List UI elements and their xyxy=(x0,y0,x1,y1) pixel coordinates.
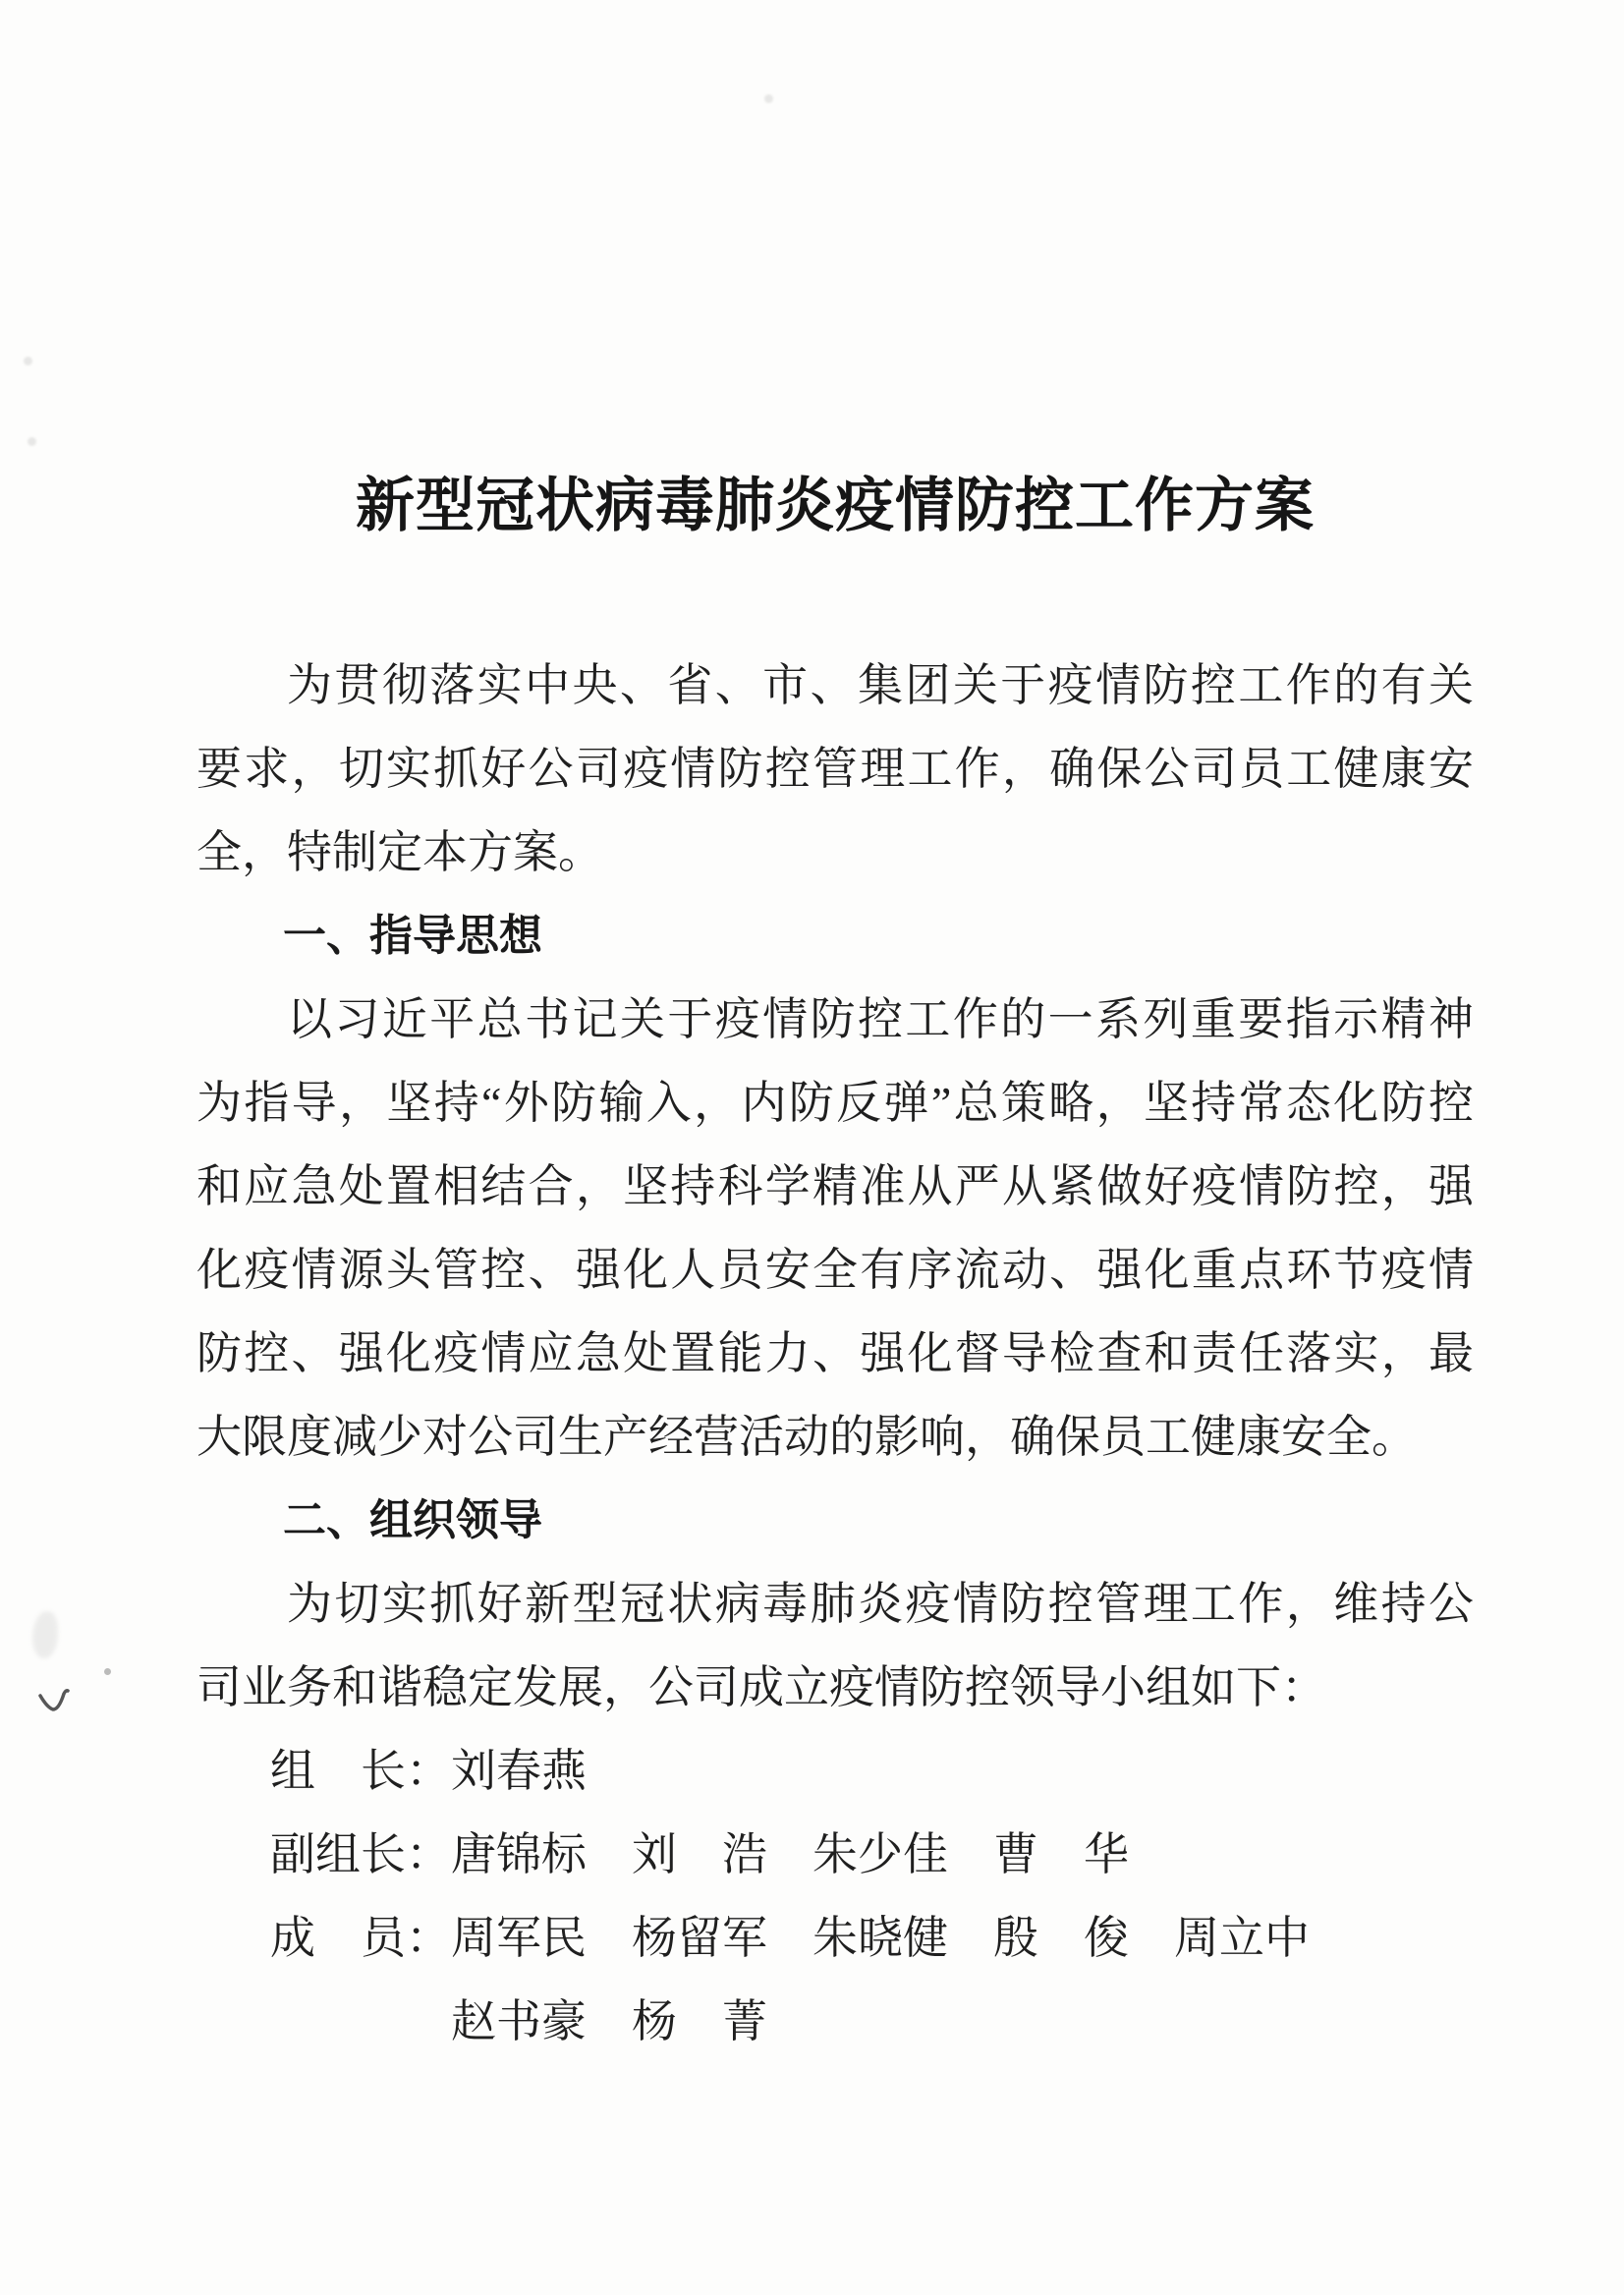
leadership-names: 唐锦标 刘 浩 朱少佳 曹 华 xyxy=(451,1829,1129,1879)
leadership-role-label: 成 员： xyxy=(270,1913,451,1963)
leadership-names: 周军民 杨留军 朱晓健 殷 俊 周立中 xyxy=(451,1913,1310,1963)
leadership-row xyxy=(196,1813,1474,1896)
scan-mark xyxy=(37,1682,71,1715)
scan-smudge xyxy=(32,1611,58,1658)
scan-artifact xyxy=(764,94,773,103)
leadership-list xyxy=(196,1729,1474,2063)
leadership-names: 刘春燕 xyxy=(451,1746,587,1796)
leadership-names: 赵书豪 杨 菁 xyxy=(451,1996,767,2046)
organization-paragraph xyxy=(196,1562,1474,1729)
section-heading-2: 二、组织领导 xyxy=(283,1496,542,1544)
text-line: 化疫情源头管控、强化人员安全有序流动、强化重点环节疫情 xyxy=(196,1245,1474,1295)
section-heading-1: 一、指导思想 xyxy=(283,912,542,960)
text-line: 为贯彻落实中央、省、市、集团关于疫情防控工作的有关 xyxy=(287,660,1474,710)
leadership-row xyxy=(196,1980,1474,2063)
leadership-role-label: 副组长： xyxy=(270,1829,451,1879)
intro-paragraph xyxy=(196,644,1474,894)
text-line: 全，特制定本方案。 xyxy=(196,827,603,877)
document-body xyxy=(196,467,1474,2063)
leadership-role-label: 组 长： xyxy=(270,1746,451,1796)
text-line: 司业务和谐稳定发展，公司成立疫情防控领导小组如下： xyxy=(196,1662,1326,1712)
text-line: 大限度减少对公司生产经营活动的影响，确保员工健康安全。 xyxy=(196,1412,1417,1462)
text-line: 为切实抓好新型冠状病毒肺炎疫情防控管理工作，维持公 xyxy=(287,1579,1474,1629)
leadership-row xyxy=(196,1896,1474,1980)
text-line: 防控、强化疫情应急处置能力、强化督导检查和责任落实，最 xyxy=(196,1328,1474,1378)
guiding-ideology-paragraph xyxy=(196,978,1474,1479)
text-line: 要求，切实抓好公司疫情防控管理工作，确保公司员工健康安 xyxy=(196,744,1474,794)
document-title: 新型冠状病毒肺炎疫情防控工作方案 xyxy=(356,474,1315,538)
leadership-row xyxy=(196,1729,1474,1813)
text-line: 为指导，坚持“外防输入，内防反弹”总策略，坚持常态化防控 xyxy=(196,1078,1474,1128)
scan-artifact xyxy=(28,437,36,446)
scan-artifact xyxy=(104,1668,111,1675)
text-line: 和应急处置相结合，坚持科学精准从严从紧做好疫情防控，强 xyxy=(196,1161,1474,1211)
scan-artifact xyxy=(24,357,32,365)
text-line: 以习近平总书记关于疫情防控工作的一系列重要指示精神 xyxy=(287,994,1474,1044)
